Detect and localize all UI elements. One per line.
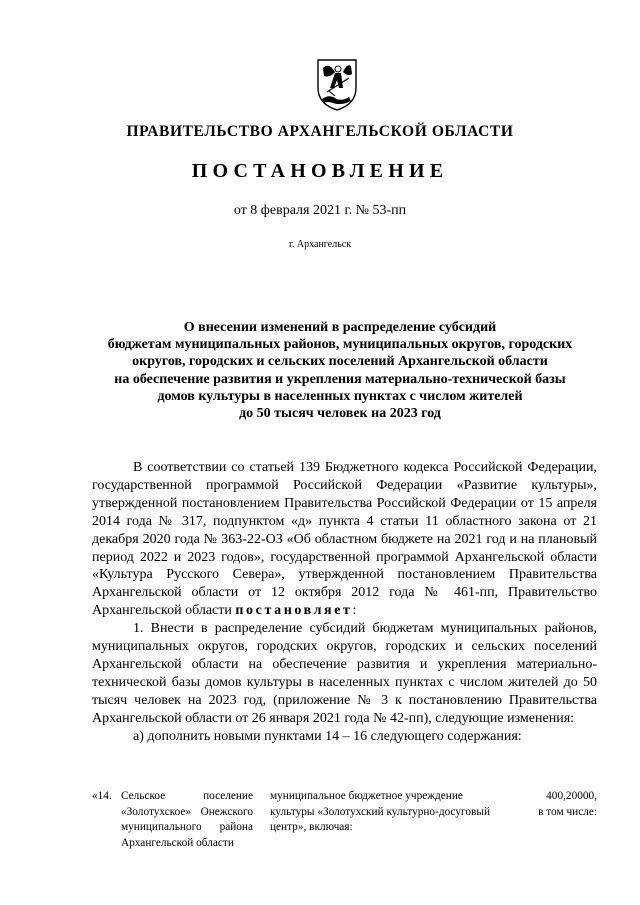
arkhangelsk-coat-of-arms-icon [315,58,359,112]
preamble-paragraph [92,459,597,620]
document-subject [70,319,610,422]
row-recipient: Сельское поселение «Золотухское» Онежского муниципального района Архангельской области [121,790,253,849]
decree-colon: : [352,603,357,619]
document-city: г. Архангельск [288,239,352,250]
row-institution: муниципальное бюджетное учреждение культуры «Золотухский культурно-досуговый центр», включая: [270,790,491,834]
subject-line: до 50 тысяч человек на 2023 год [239,406,441,422]
subject-line: на обеспечение развития и укрепления материально-технической базы [114,371,566,387]
item-1a-paragraph: а) дополнить новыми пунктами 14 – 16 следующего содержания: [133,728,522,744]
row-number: «14. [92,790,112,802]
row-amount-note: в том числе: [538,805,597,818]
decree-word: постановляет [235,603,353,619]
preamble-text: В соответствии со статьей 139 Бюджетного кодекса Российской Федерации, государственной программой Российской Федерации «Развитие культуры», утвержденной постановлением Правительства Российской Федерации от 15 апреля 2014 года № 317, подпунктом «д» пункта 4 статьи 11 областного закона от 21 декабря 2020 года № 363-22-ОЗ «Об областном бюджете на 2021 год и на плановый период 2022 и 2023 годов», государственной программой Архангельской области «Культура Русского Севера», утвержденной постановлением Правительства Архангельской области от 12 октября 2012 года № 461-пп, Правительство Архангельской области [92,460,597,619]
document-date-number: от 8 февраля 2021 г. № 53-пп [233,203,407,218]
subject-line: округов, городских и сельских поселений Архангельской области [132,354,548,370]
government-title: ПРАВИТЕЛЬСТВО АРХАНГЕЛЬСКОЙ ОБЛАСТИ [126,123,514,140]
document-body [92,459,597,746]
subject-line: бюджетам муниципальных районов, муниципальных округов, городских [107,337,573,353]
item-1-paragraph: 1. Внести в распределение субсидий бюджетам муниципальных районов, муниципальных округов, городских округов, городских и сельских поселений Архангельской области на обеспечение развития и укрепления материально-технической базы домов культуры в населенных пунктах с числом жителей до 50 тысяч человек на 2023 год, (приложение № 3 к постановлению Правительства Архангельской области от 26 января 2021 года № 42-пп), следующие изменения: [92,621,597,726]
document-type: ПОСТАНОВЛЕНИЕ [191,160,449,182]
subject-line: домов культуры в населенных пунктах с числом жителей [157,388,523,404]
row-amount-value: 400,20000, [546,790,597,802]
row-amount [504,789,597,820]
subject-line: О внесении изменений в распределение субсидий [183,320,497,335]
